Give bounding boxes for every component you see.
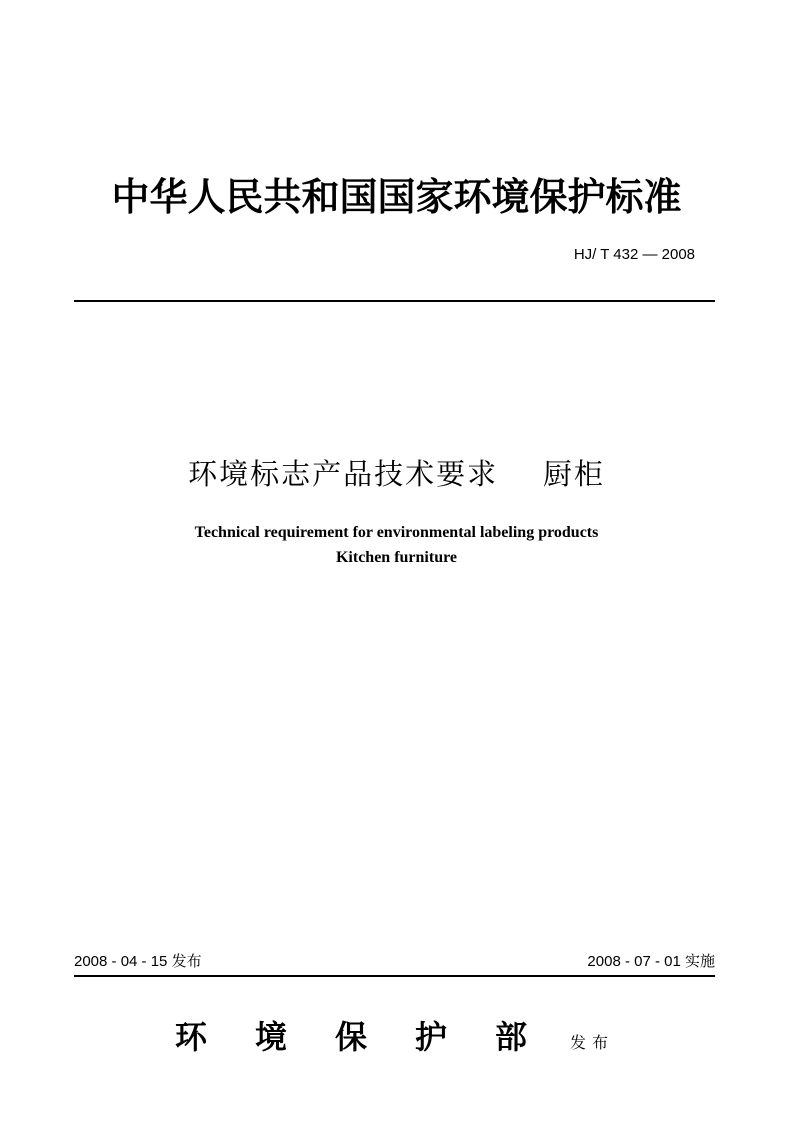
standard-number: HJ/ T 432 — 2008 (573, 246, 695, 263)
bottom-divider (74, 975, 715, 977)
document-title: 中华人民共和国国家环境保护标准 (111, 174, 682, 219)
standard-title-en-line2: Kitchen furniture (335, 549, 458, 566)
standard-title-en-line1: Technical requirement for environmental labeling products (194, 524, 599, 541)
issuer-char: 环 (175, 1018, 208, 1056)
effective-date: 2008 - 07 - 01 实施 (587, 953, 715, 970)
standard-title-cn: 环境标志产品技术要求 厨柜 (188, 457, 605, 491)
issue-date: 2008 - 04 - 15 发布 (74, 953, 202, 970)
issuer-char: 保 (335, 1018, 368, 1056)
issuer-char: 部 (495, 1018, 528, 1056)
top-divider (74, 300, 715, 302)
issuer-char: 护 (415, 1018, 448, 1056)
issuer-char: 境 (255, 1018, 288, 1056)
issued-label: 发布 (570, 1033, 615, 1052)
issuing-authority (175, 1012, 575, 1058)
